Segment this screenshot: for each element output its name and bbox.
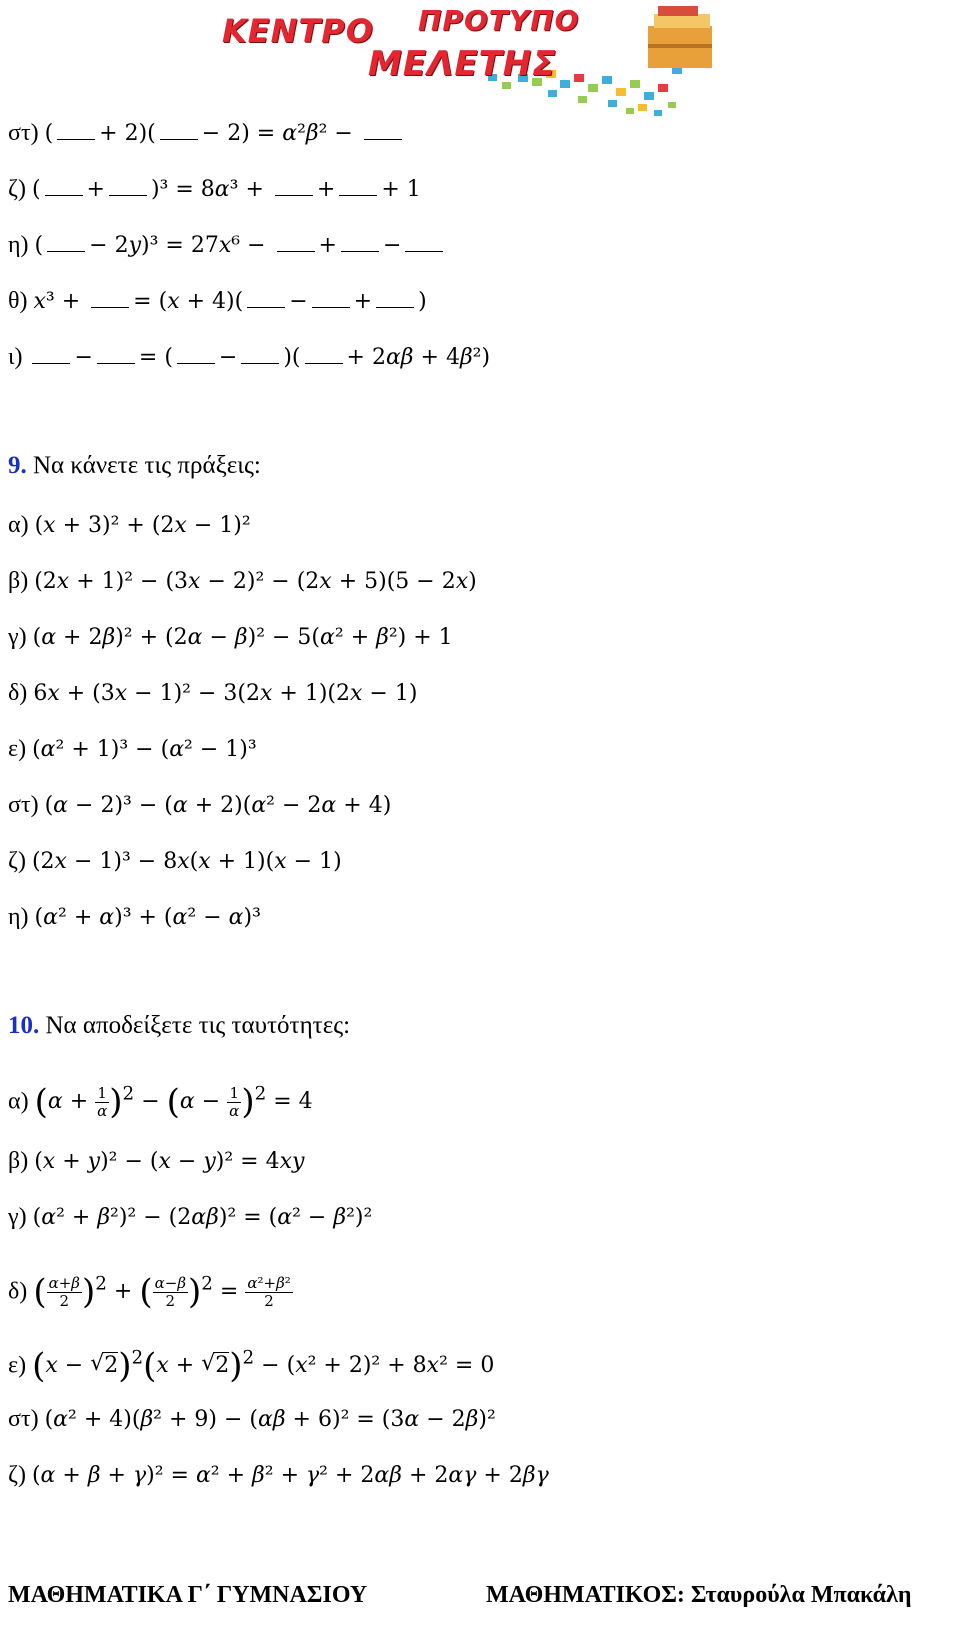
item-label: ζ) [8, 848, 26, 874]
math-expression: − = ( − )( + 2αβ + 4β²) [28, 345, 490, 370]
math-expression: ( − 2y)³ = 27x⁶ − + − [35, 233, 448, 258]
item-label: στ) [8, 792, 39, 818]
exercise-item [8, 1202, 372, 1233]
math-expression: (x + y)² − (x − y)² = 4xy [34, 1149, 305, 1174]
exercise-item [8, 1344, 495, 1387]
item-label: ι) [8, 344, 23, 370]
exercise-item [8, 846, 342, 877]
footer-right: ΜΑΘΗΜΑΤΙΚΟΣ: Σταυρούλα Μπακάλη [486, 1582, 912, 1608]
logo-text-meletis: ΜΕΛΕΤΗΣ [368, 44, 557, 84]
exercise-number: 9. [8, 452, 27, 479]
exercise-title: Να κάνετε τις πράξεις: [33, 452, 261, 479]
item-label: θ) [8, 288, 28, 314]
item-label: ε) [8, 736, 27, 762]
item-label: γ) [8, 1204, 27, 1230]
math-expression: (2x + 1)² − (3x − 2)² − (2x + 5)(5 − 2x) [34, 569, 477, 594]
item-label: η) [8, 904, 29, 930]
math-expression: ( $\frac{\alpha+\beta}{2}$ )$^2$ + ( $\frac{\alpha-\beta}{2}$ )$^2$ = $\frac{\text{α²+β²}}{2}$ [33, 1272, 291, 1313]
exercise-item [8, 678, 417, 709]
item-label: ζ) [8, 1462, 26, 1488]
math-expression: (2x − 1)³ − 8x(x + 1)(x − 1) [31, 849, 342, 874]
exercise-title: Να αποδείξετε τις ταυτότητες: [45, 1012, 351, 1039]
exercise-item [8, 1080, 313, 1123]
math-expression: (α² + 4)(β² + 9) − (αβ + 6)² = (3α − 2β)² [44, 1407, 496, 1432]
item-label: στ) [8, 120, 39, 146]
exercise-item [8, 622, 453, 653]
math-expression: (α + β + γ)² = α² + β² + γ² + 2αβ + 2αγ + 2βγ [31, 1463, 549, 1488]
footer-left: ΜΑΘΗΜΑΤΙΚΑ Γ΄ ΓΥΜΝΑΣΙΟΥ [8, 1582, 368, 1608]
logo-text-protypo: ΠΡΟΤΥΠΟ [418, 4, 580, 37]
math-expression: ( + )³ = 8α³ + + + 1 [31, 177, 421, 202]
math-expression: (α² + β²)² − (2αβ)² = (α² − β²)² [32, 1205, 373, 1230]
item-label: β) [8, 568, 29, 594]
exercise-item [8, 286, 427, 317]
exercise-item [8, 902, 261, 933]
exercise-item [8, 342, 490, 373]
item-label: ε) [8, 1352, 27, 1379]
logo-text-kentro: ΚΕΝΤΡΟ [222, 12, 374, 50]
exercise-item [8, 230, 447, 261]
math-expression: (α² + 1)³ − (α² − 1)³ [32, 737, 257, 762]
exercise-10-heading [8, 1012, 350, 1040]
exercise-number: 10. [8, 1012, 40, 1039]
math-expression: (α² + α)³ + (α² − α)³ [34, 905, 261, 930]
item-label: β) [8, 1148, 29, 1174]
exercise-item [8, 510, 251, 541]
item-label: α) [8, 1088, 29, 1115]
math-expression: x³ + = (x + 4)( − + ) [33, 289, 427, 314]
books-icon [648, 6, 712, 68]
exercise-item [8, 1146, 304, 1177]
item-label: δ) [8, 1278, 28, 1305]
logo [218, 4, 738, 122]
math-expression: (x − √ 2)$^2$(x + √ 2)$^2$ − (x² + 2)² + 8x² = 0 [32, 1353, 494, 1378]
exercise-item [8, 118, 406, 149]
exercise-9-heading [8, 452, 261, 480]
math-expression: (α − 2)³ − (α + 2)(α² − 2α + 4) [44, 793, 392, 818]
exercise-item [8, 566, 477, 597]
item-label: δ) [8, 680, 28, 706]
item-label: ζ) [8, 176, 26, 202]
exercise-item [8, 1404, 496, 1435]
exercise-item [8, 790, 391, 821]
math-expression: (x + 3)² + (2x − 1)² [34, 513, 251, 538]
exercise-item [8, 174, 421, 205]
math-expression: ( + 2)( − 2) = α²β² − [45, 121, 406, 146]
math-expression: 6x + (3x − 1)² − 3(2x + 1)(2x − 1) [33, 681, 418, 706]
item-label: γ) [8, 624, 27, 650]
exercise-item [8, 1460, 549, 1491]
exercise-item [8, 1270, 293, 1313]
math-expression: (α + $\frac{1}{\alpha}$ )$^2$ − (α − $\frac{1}{\alpha}$ )$^2$ = 4 [34, 1082, 313, 1123]
item-label: η) [8, 232, 29, 258]
exercise-item [8, 734, 257, 765]
item-label: στ) [8, 1406, 39, 1432]
item-label: α) [8, 512, 29, 538]
math-expression: (α + 2β)² + (2α − β)² − 5(α² + β²) + 1 [32, 625, 453, 650]
